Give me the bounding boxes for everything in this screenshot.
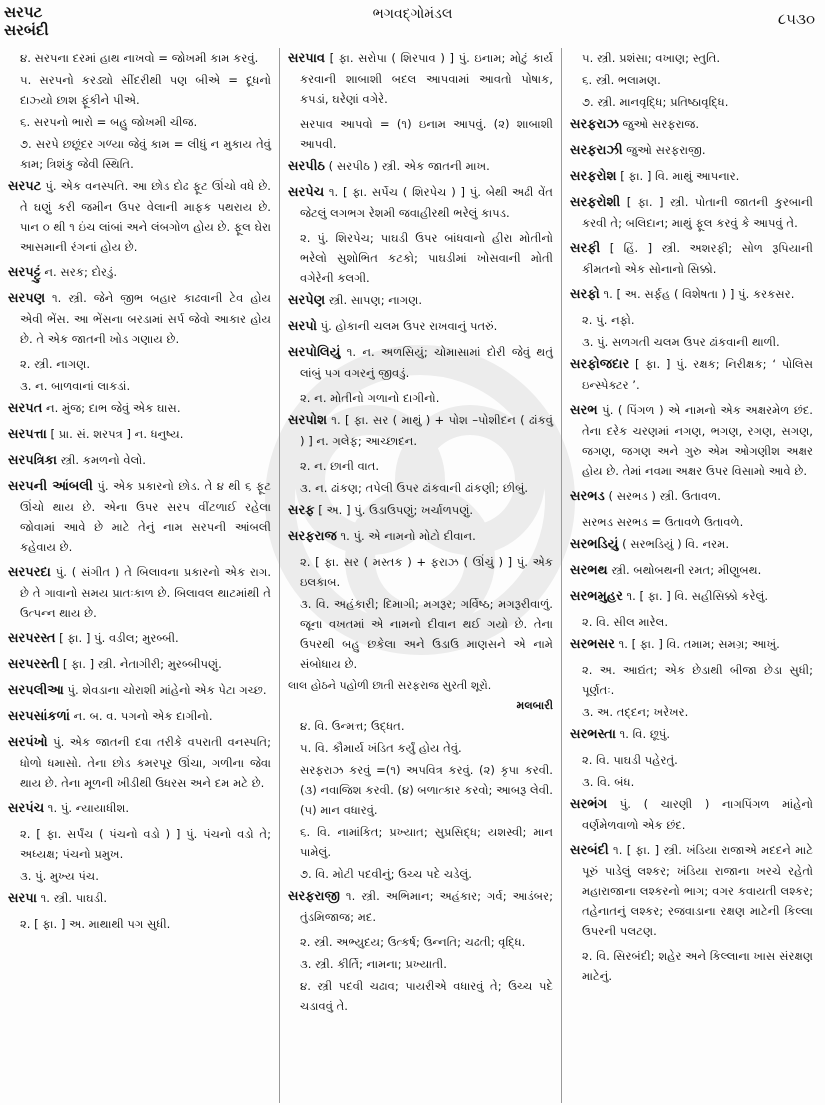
dictionary-entry — [8, 562, 271, 623]
headword: સરપત્રિકા — [8, 453, 57, 468]
headword: સરપોશ — [288, 413, 327, 428]
dictionary-columns — [4, 48, 821, 1103]
headword: સરપા — [8, 891, 37, 906]
headword: સરપરદા — [8, 565, 51, 580]
definition: [ ફા. સરોપા ( શિરપાવ ) ] પું. ઇનામ; મોટું કાર્ય કરવાની શાબાશી બદલ આપવામાં આવતો પોષાક, કપડાં, ઘરેણાં વગેરે. — [300, 51, 554, 106]
sense-definition: ૩. વિ. બંધ. — [582, 775, 635, 789]
dictionary-entry — [570, 354, 813, 395]
dictionary-entry — [8, 732, 271, 793]
dictionary-entry — [288, 526, 553, 547]
headword: સરપો — [288, 319, 317, 334]
definition: પું. એક વનસ્પતિ. આ છોડ દોઢ ફૂટ ઊંચો વધે છે. તે ઘણું કરી જમીન ઉપર વેલાની માફક પથરાય છે. પાન ૦ થી ૧ ઇંચ લાંબાં અને લંબગોળ હોય છે. ફૂલ ઘેરા આસમાની રંગનાં હોય છે. — [20, 179, 271, 254]
dictionary-entry — [288, 156, 553, 177]
dictionary-entry — [570, 140, 813, 161]
definition: ૧. સ્ત્રી. અભિમાન; અહંકાર; ગર્વ; આડંબર; તુંડમિજાજ; મદ. — [300, 889, 553, 924]
sense-definition: ૨. [ ફા. સર ( મસ્તક ) + ફરાઝ ( ઊંચું ) ] પું. એક ઇલકાબ. — [300, 555, 553, 589]
sense-definition: સરપાવ આપવો = (૧) ઇનામ આપવું. (૨) શાબાશી આપવી. — [300, 117, 553, 151]
definition: ૧. વિ. છૂપું. — [619, 727, 671, 741]
column-1 — [4, 48, 280, 1103]
definition: [ અ. ] પું. ઉડાઉપણું; ખર્ચાળપણું. — [318, 503, 474, 517]
definition: ૧. [ ફા. ] સ્ત્રી. ખંડિયા રાજાએ મદદને માટે પૂરું પાડેલું લશ્કર; ખંડિયા રાજાના ખરચે રહેતો મહારાજાના લશ્કરનો ભાગ; વગર કવાયતી લશ્કર; તહેનાતનું લશ્કર; રજવાડાના રક્ષણ માટેની કિલ્લા ઉપરની પલટણ. — [582, 843, 813, 938]
headword: સરભસ્તા — [570, 727, 616, 742]
guide-word-last: સરબંદી — [4, 21, 49, 39]
column-3 — [562, 48, 821, 1103]
definition: ( સરભડ ) સ્ત્રી. ઉતાવળ. — [608, 489, 721, 503]
dictionary-entry — [570, 634, 813, 655]
running-title: ભગવદ્ગોમંડલ — [372, 6, 453, 22]
definition: [ પ્રા. સં. શરપત્ર ] ન. ધનુષ્ય. — [50, 427, 184, 441]
page-number: ૮૫૩૦ — [777, 10, 815, 28]
sense-definition: ૨. અ. આદ્યંત; એક છેડાથી બીજા છેડા સુધી; પૂર્ણતઃ. — [582, 663, 813, 697]
sense-definition: સરફરાઝ કરવું =(૧) અપવિત્ર કરવું. (૨) કૃપા કરવી. (૩) નવાજિશ કરવી. (૪) બળાત્કાર કરવો; આબરૂ લેવી. (૫) માન વધારવું. — [300, 763, 553, 817]
sense-definition: ૩. વિ. અહંકારી; દિમાગી; મગરૂર; ગર્વિષ્ઠ; મગરૂરીવાળું. જૂના વખતમાં એ નામનો દીવાન થઈ ગયો છે. તેના ઉપરથી બહુ છકેલા અને ઉડાઉ માણસને એ નામે સંબોધાય છે. — [300, 597, 553, 671]
headword: સરફરાજી — [288, 889, 340, 904]
citation-quote — [288, 676, 553, 716]
sense-definition: ૨. સ્ત્રી. અભ્યુદય; ઉત્કર્ષ; ઉન્નતિ; ચઢતી; વૃદ્ધિ. — [300, 935, 526, 949]
definition: ન. સરક; દોરડું. — [44, 265, 118, 279]
dictionary-entry — [570, 238, 813, 279]
dictionary-entry — [288, 410, 553, 451]
headword: સરફરોશ — [570, 169, 617, 184]
dictionary-entry — [8, 706, 271, 727]
definition: ( સરભડિયું ) વિ. નરમ. — [622, 537, 730, 551]
headword: સરભ — [570, 403, 598, 418]
headword: સરપાવ — [288, 51, 325, 66]
sense-definition: ૨. ન. છાની વાત. — [300, 459, 380, 473]
dictionary-entry — [570, 114, 813, 135]
sense-definition: ૫. વિ. કૌમાર્ય ખંડિત કર્યું હોય તેવું. — [300, 741, 462, 755]
definition: ( સરપીઠ ) સ્ત્રી. એક જાતની માખ. — [328, 159, 490, 173]
dictionary-entry — [8, 398, 271, 419]
headword: સરભંગ — [570, 797, 608, 812]
dictionary-entry — [570, 840, 813, 941]
dictionary-entry — [570, 486, 813, 507]
headword: સરપટ — [8, 179, 42, 194]
definition: સ્ત્રી. બથોબથની રમત; મીણુબથ. — [611, 563, 762, 577]
definition: ૧. [ ફા. ] વિ. તમામ; સમગ્ર; આખું. — [618, 637, 780, 651]
guide-word-first: સરપટ — [4, 3, 43, 21]
sense-definition: ૭. સરપે છછૂંદર ગળ્યા જેવું કામ = લીધું ન મુકાય તેવું કામ; ત્રિશંકુ જેવી સ્થિતિ. — [20, 137, 271, 171]
definition: ૧. [ અ. સર્ફહ ( વિશેષતા ) ] પું. કરકસર. — [603, 287, 795, 301]
definition: [ ફા. ] સ્ત્રી. પોતાની જાતની કુરબાની કરવી તે; બલિદાન; માથું ફૂલ કરવું કે આપવું તે. — [582, 195, 814, 230]
dictionary-entry — [8, 262, 271, 283]
dictionary-entry — [570, 534, 813, 555]
headword: સરફોજદાર — [570, 357, 630, 372]
definition: [ ફા. ] પું. વડીલ; મુરબ્બી. — [59, 631, 179, 645]
sense-definition: ૫. સરપનો કરડ્યો સીંદરીથી પણ બીએ = દૂધનો દાઝ્યો છાશ ફૂંકીને પીએ. — [20, 73, 271, 107]
definition: ૧. સ્ત્રી. પાઘડી. — [40, 891, 108, 905]
sense-definition: ૩. ન. ઢાંકણ; તપેલી ઉપર ઢાંકવાની ઢાંકણી; છીબું. — [300, 481, 529, 495]
definition: પું. ( ચારણી ) નાગપિંગળ માંહેનો વર્ણમેળવાળો એક છંદ. — [582, 797, 813, 832]
dictionary-entry — [570, 166, 813, 187]
dictionary-entry — [570, 192, 813, 233]
sense-definition: ૩. પું. મુખ્ય પંચ. — [20, 869, 99, 883]
sense-definition: સરભડ સરભડ = ઉતાવળે ઉતાવળે. — [582, 515, 744, 529]
headword: સરપટ્ટું — [8, 265, 41, 280]
sense-definition: ૨. પું. નફો. — [582, 313, 635, 327]
sense-definition: ૨. [ ફા. ] અ. માથાથી પગ સુધી. — [20, 917, 171, 931]
headword: સરપંખો — [8, 735, 48, 750]
definition: ૧. પું. એ નામનો મોટો દીવાન. — [340, 529, 476, 543]
sense-definition: ૭. વિ. મોટી પદવીનું; ઉચ્ચ પદે ચડેલું. — [300, 867, 472, 881]
dictionary-entry — [570, 794, 813, 835]
dictionary-entry — [288, 886, 553, 927]
definition: જુઓ સરફરાજ. — [622, 117, 700, 131]
headword: સરફો — [570, 287, 600, 302]
sense-definition: ૪. વિ. ઉન્મત્ત; ઉદ્ધત. — [300, 719, 405, 733]
sense-definition: ૭. સ્ત્રી. માનવૃદ્ધિ; પ્રતિષ્ઠાવૃદ્ધિ. — [582, 95, 729, 109]
headword: સરફરાઝ — [570, 117, 619, 132]
headword: સરપત્તા — [8, 427, 47, 442]
sense-definition: ૬. સ્ત્રી. ભલામણ. — [582, 73, 661, 87]
definition: પું. ( સંગીત ) તે બિલાવના પ્રકારનો એક રાગ. છે તે ગાવાનો સમય પ્રાતઃકાળ છે. બિલાવલ થાટમાંથી તે ઉત્પન્ન થાય છે. — [20, 565, 272, 620]
definition: ૧. [ ફા. સર્પેચ ( શિરપેચ ) ] પું. બેથી અઢી વેંત જેટલું લગભગ રેશમી જવાહીરથી ભરેલું કાપડ. — [300, 185, 553, 220]
definition: [ ફા. ] સ્ત્રી. નેતાગીરી; મુરબ્બીપણું. — [62, 657, 222, 671]
dictionary-entry — [8, 476, 271, 557]
dictionary-entry — [8, 424, 271, 445]
headword: સરપીઠ — [288, 159, 325, 174]
headword: સરભડ — [570, 489, 605, 504]
sense-definition: ૨. વિ. સીલ મારેલ. — [582, 615, 669, 629]
headword: સરપેચ — [288, 185, 325, 200]
headword: સરપણ — [8, 291, 46, 306]
definition: ૧. સ્ત્રી. જેને જીભ બહાર કાઢવાની ટેવ હોય એવી ભેંસ. આ ભેંસના બરડામાં સર્પ જેવો આકાર હોય છે. તે એક જાતની ખોડ ગણાય છે. — [20, 291, 271, 346]
definition: [ ફા. ] પું. રક્ષક; નિરીક્ષક; ‘ પોલિસ ઇન્સ્પેક્ટર ’. — [582, 357, 813, 392]
headword: સરભસર — [570, 637, 615, 652]
dictionary-entry — [570, 724, 813, 745]
definition: પું. એક જાતની દવા તરીકે વપરાતી વનસ્પતિ; ધોળો ધમાસો. તેના છોડ કમરપૂર ઊંચા, ગળીના જેવા થાય છે. તેના મૂળની ખીડીથી ઉધરસ અને દમ મટે છે. — [20, 735, 272, 790]
headword: સરભમુહર — [570, 589, 623, 604]
definition: ન. મુંજ; દાભ જેવું એક ઘાસ. — [46, 401, 181, 415]
definition: [ હિં. ] સ્ત્રી. અશરફી; સોળ રૂપિયાની કીમતનો એક સોનાનો સિક્કો. — [582, 241, 813, 276]
dictionary-entry — [570, 586, 813, 607]
definition: જુઓ સરફરાજી. — [626, 143, 706, 157]
headword: સરભથ — [570, 563, 608, 578]
headword: સરફી — [570, 241, 601, 256]
sense-definition: ૩. અ. તદ્દન; ખરેખર. — [582, 705, 689, 719]
sense-definition: ૩. પું. સળગતી ચલમ ઉપર ઢાંકવાની થાળી. — [582, 335, 780, 349]
dictionary-entry — [8, 654, 271, 675]
dictionary-entry — [8, 176, 271, 257]
dictionary-entry — [288, 290, 553, 311]
definition: ૧. [ ફા. સર ( માથું ) + પોશ –પોશીદન ( ઢાંકવું ) ] ન. ગલેફ; આચ્છાદન. — [300, 413, 553, 448]
headword: સરપોલિયું — [288, 345, 341, 360]
dictionary-entry — [8, 798, 271, 819]
headword: સરફરાજ — [288, 529, 337, 544]
dictionary-entry — [8, 288, 271, 349]
dictionary-entry — [8, 628, 271, 649]
headword: સરભડિયું — [570, 537, 619, 552]
definition: ૧. પું. ન્યાયાધીશ. — [47, 801, 130, 815]
definition: પું. હોકાની ચલમ ઉપર રાખવાનું પતરું. — [320, 319, 498, 333]
headword: સરપત — [8, 401, 43, 416]
sense-definition: ૬. વિ. નામાંકિત; પ્રખ્યાત; સુપ્રસિદ્ધ; યશસ્વી; માન પામેલું. — [300, 825, 553, 859]
quote-source: મલબારી — [516, 699, 553, 712]
sense-definition: ૨. વિ. સિરબંદી; શહેર અને કિલ્લાના ખાસ સંરક્ષણ માટેનું. — [582, 949, 813, 983]
headword: સરપંચ — [8, 801, 45, 816]
dictionary-entry — [570, 400, 813, 481]
quote-text: લાલ હોઠને પહોળી છાતી સરફરાજ સુરતી શૂરો. — [288, 679, 492, 692]
sense-definition: ૫. સ્ત્રી. પ્રશંસા; વખાણ; સ્તુતિ. — [582, 51, 721, 65]
sense-definition: ૬. સરપનો ભારો = બહુ જોખમી ચીજ. — [20, 115, 198, 129]
sense-definition: ૨. પું. શિરપેચ; પાઘડી ઉપર બાંધવાનો હીરા મોતીનો ભરેલો સુશોભિત કટકો; પાઘડીમાં ખોસવાની મોતી વગેરેની કલગી. — [300, 231, 553, 285]
headword: સરપલીઆ — [8, 683, 64, 698]
dictionary-entry — [288, 500, 553, 521]
dictionary-entry — [8, 680, 271, 701]
sense-definition: ૪. સરપના દરમાં હાથ નાખવો = જોખમી કામ કરવું. — [20, 51, 259, 65]
definition: ૧. ન. અળસિયું; ચોમાસામાં દોરી જેવું થતું લાંબું પગ વગરનું જીવડું. — [300, 345, 554, 380]
definition: [ ફા. ] વિ. માથું આપનાર. — [620, 169, 740, 183]
headword: સરપની આંબલી — [8, 479, 93, 494]
dictionary-entry — [8, 888, 271, 909]
dictionary-entry — [288, 182, 553, 223]
headword: સરફ — [288, 503, 315, 518]
sense-definition: ૩. ન. બાળવાનાં લાકડાં. — [20, 379, 131, 393]
dictionary-entry — [288, 342, 553, 383]
dictionary-entry — [288, 48, 553, 109]
dictionary-entry — [288, 316, 553, 337]
sense-definition: ૨. ન. મોતીનો ગળાનો દાગીનો. — [300, 391, 440, 405]
headword: સરપરસ્તી — [8, 657, 60, 672]
dictionary-entry — [570, 560, 813, 581]
sense-definition: ૩. સ્ત્રી. કીર્તિ; નામના; પ્રખ્યાતી. — [300, 957, 447, 971]
headword: સરપરસ્ત — [8, 631, 56, 646]
dictionary-entry — [8, 450, 271, 471]
definition: સ્ત્રી. કમળનો વેલો. — [60, 453, 146, 467]
headword: સરબંદી — [570, 843, 609, 858]
headword: સરફરોશી — [570, 195, 621, 210]
definition: પું. ( પિંગળ ) એ નામનો એક અક્ષરમેળ છંદ. તેના દરેક ચરણમાં નગણ, ભગણ, રગણ, સગણ, જગણ, જગણ અને ગુરુ એમ ઓગણીશ અક્ષર હોય છે. તેમાં નવમા અક્ષર ઉપર વિસામો આવે છે. — [582, 403, 813, 478]
headword: સરપસાંકળાં — [8, 709, 70, 724]
dictionary-entry — [570, 284, 813, 305]
definition: ન. બ. વ. પગનો એક દાગીનો. — [73, 709, 213, 723]
definition: પું. એક પ્રકારનો છોડ. તે ૪ થી ૬ ફૂટ ઊંચો થાય છે. એના ઉપર સરપ વીંટળાઈ રહેલા જોવામાં આવે છે માટે તેનું નામ સરપની આંબલી કહેવાય છે. — [20, 479, 272, 554]
page-header — [0, 0, 825, 46]
definition: ૧. [ ફા. ] વિ. સહીસિક્કો કરેલું. — [626, 589, 769, 603]
sense-definition: ૨. [ ફા. સર્પંચ ( પંચનો વડો ) ] પું. પંચનો વડો તે; અધ્યક્ષ; પંચનો પ્રમુખ. — [20, 827, 271, 861]
definition: સ્ત્રી. સાપણ; નાગણ. — [328, 293, 423, 307]
sense-definition: ૪. સ્ત્રી પદવી ચઢાવ; પાયરીએ વધારવું તે; ઉચ્ચ પદે ચડાવવું તે. — [300, 979, 553, 1013]
headword: સરપેણ — [288, 293, 326, 308]
column-2 — [280, 48, 562, 1103]
headword: સરફરાઝી — [570, 143, 623, 158]
sense-definition: ૨. વિ. પાઘડી પહેરતું. — [582, 753, 678, 767]
sense-definition: ૨. સ્ત્રી. નાગણ. — [20, 357, 91, 371]
definition: પું. શેવડાના ચોરાશી માંહેનો એક પેટા ગચ્છ. — [67, 683, 267, 697]
